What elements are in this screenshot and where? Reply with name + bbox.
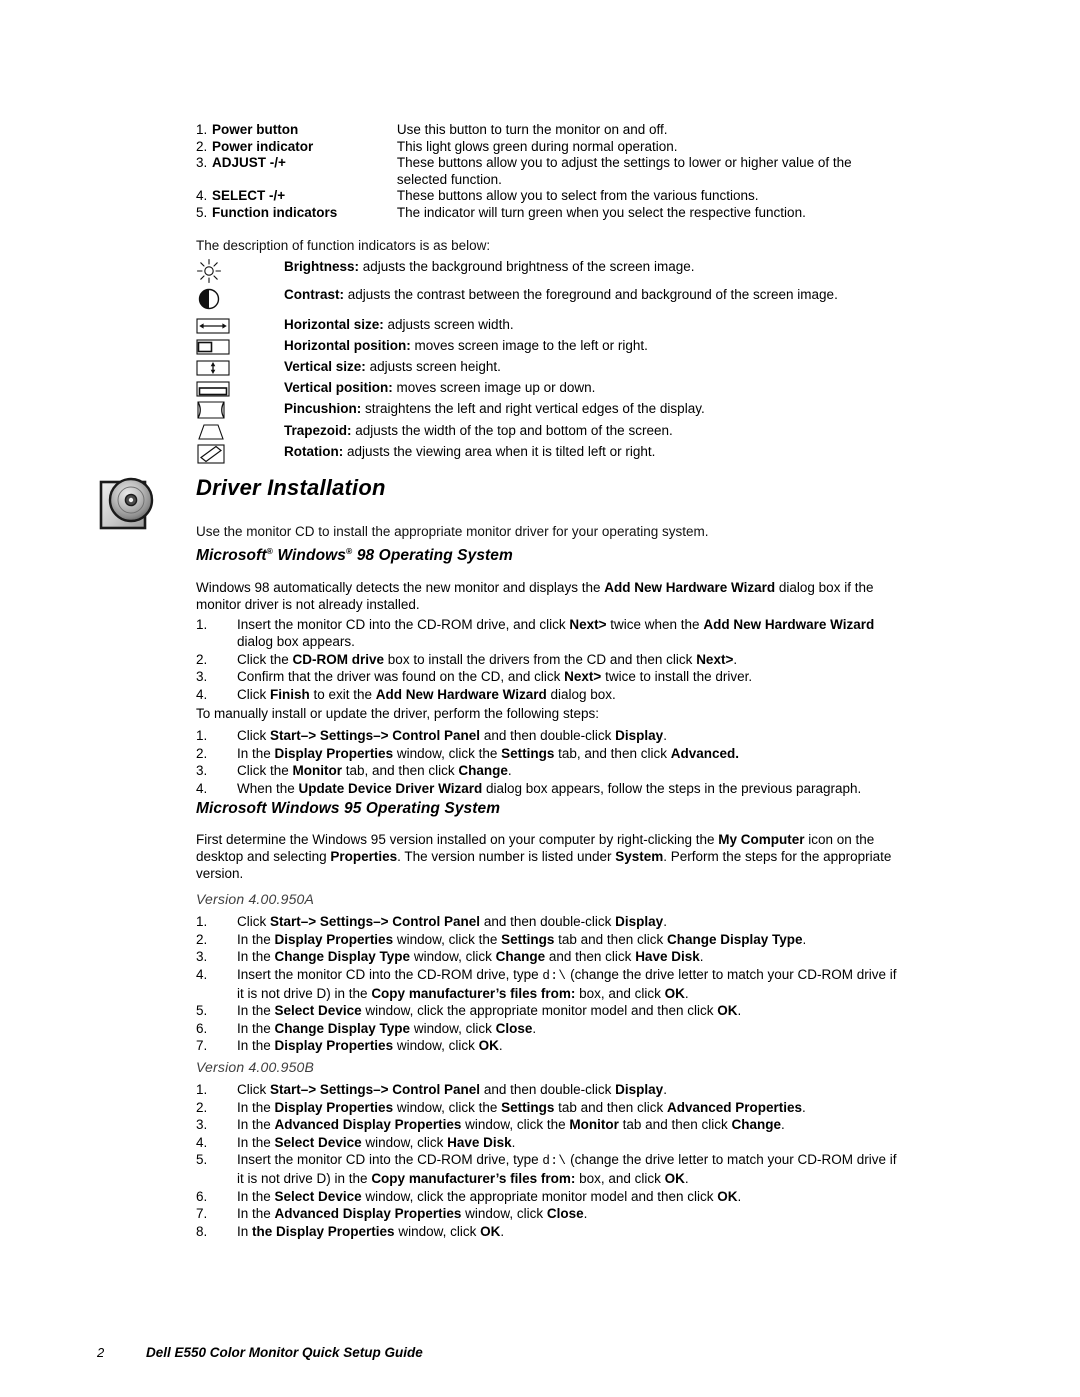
page-number: 2 — [97, 1345, 105, 1360]
contrast-icon — [196, 286, 284, 312]
win95-intro-paragraph: First determine the Windows 95 version installed on your computer by right-clicking the My Computer icon on the desktop and selecting Properties. The version number is listed under System. Perform the steps for the appropriate version. — [196, 832, 892, 881]
table-row — [196, 188, 896, 205]
driver-intro: Use the monitor CD to install the appropriate monitor driver for your operating system. — [196, 524, 709, 539]
indicator-desc: adjusts the width of the top and bottom of the screen. — [351, 423, 673, 438]
list-item: 2. In the Display Properties window, click the Settings tab and then click Change Display Type. — [196, 931, 807, 947]
control-name: ADJUST -/+ — [211, 155, 286, 171]
function-indicator-list — [196, 258, 896, 465]
win98-intro-paragraph: Windows 98 automatically detects the new monitor and displays the Add New Hardware Wizard dialog box if the monitor driver is not already installed. — [196, 580, 874, 612]
step-number: 4. — [196, 966, 208, 982]
version-heading-950b: Version 4.00.950B — [196, 1059, 315, 1075]
list-item: 2. In the Display Properties window, click the Settings tab, and then click Advanced. — [196, 745, 739, 761]
list-item-text — [284, 337, 896, 355]
list-item: 1. Insert the monitor CD into the CD-ROM drive, and click Next> twice when the Add New Hardware Wizard dialog box appears. — [196, 617, 875, 649]
list-item-text — [284, 258, 896, 276]
indicator-desc: adjusts the background brightness of the screen image. — [359, 259, 695, 274]
registered-mark-icon: ® — [266, 546, 274, 556]
table-row — [196, 155, 896, 188]
heading-text: Windows — [273, 547, 347, 565]
step-number: 2. — [196, 745, 208, 761]
win98-manual-steps-list — [196, 727, 898, 797]
list-item: 3. Confirm that the driver was found on the CD, and click Next> twice to install the driver. — [196, 669, 753, 684]
page-footer — [97, 1345, 997, 1365]
win95-950a-steps-list — [196, 913, 898, 1055]
vertical-position-icon — [196, 379, 284, 399]
list-item: 1. Click Start–> Settings–> Control Panel and then double-click Display. — [196, 914, 667, 929]
indicator-desc: adjusts screen height. — [365, 359, 501, 374]
indicator-term: Vertical size: — [284, 359, 366, 374]
vertical-size-icon — [196, 358, 284, 378]
page-title: Driver Installation — [196, 475, 386, 500]
drive-path-text: d:\ — [542, 1154, 567, 1168]
step-number: 1. — [196, 617, 208, 632]
list-item: 6. In the Change Display Type window, click Close. — [196, 1020, 537, 1036]
step-number: 1. — [196, 914, 208, 929]
list-item: 7. In the Advanced Display Properties window, click Close. — [196, 1206, 588, 1221]
table-row — [196, 205, 896, 222]
list-item: 1. Click Start–> Settings–> Control Panel and then double-click Display. — [196, 728, 667, 743]
registered-mark-icon: ® — [346, 546, 353, 556]
indicator-term: Vertical position: — [284, 380, 393, 395]
step-number: 4. — [196, 780, 208, 796]
step-number: 8. — [196, 1223, 208, 1239]
drive-path-text: d:\ — [542, 968, 567, 983]
step-number: 7. — [196, 1206, 208, 1221]
cd-disc-icon — [97, 472, 159, 534]
control-description: The indicator will turn green when you select the respective function. — [396, 204, 806, 220]
control-number: 4. — [196, 188, 208, 204]
horizontal-size-icon — [196, 316, 284, 336]
step-number: 5. — [196, 1003, 208, 1018]
list-item: 5. Insert the monitor CD into the CD-ROM drive, type d:\ (change the drive letter to match your CD-ROM drive if it is not drive D) in the Copy manufacturer’s files from: box, and click OK. — [196, 1152, 897, 1186]
indicator-desc: moves screen image up or down. — [392, 380, 596, 395]
control-number: 5. — [196, 204, 208, 220]
control-number: 3. — [196, 155, 208, 171]
indicator-term: Brightness: — [284, 259, 360, 274]
step-number: 1. — [196, 1082, 208, 1097]
footer-title: Dell E550 Color Monitor Quick Setup Guide — [146, 1345, 423, 1360]
control-name: Function indicators — [211, 204, 338, 220]
control-name: Power button — [211, 122, 299, 137]
list-item-text — [284, 286, 896, 304]
control-description: This light glows green during normal operation. — [396, 138, 678, 154]
indicator-desc: adjusts the contrast between the foreground and background of the screen image. — [344, 287, 838, 302]
indicator-term: Rotation: — [284, 444, 344, 459]
list-item — [196, 422, 896, 443]
indicator-term: Horizontal size: — [284, 317, 384, 332]
list-item — [196, 400, 896, 422]
version-heading-950a: Version 4.00.950A — [196, 891, 315, 907]
list-item-text — [284, 379, 896, 397]
control-description: These buttons allow you to adjust the settings to lower or higher value of the selected function. — [396, 155, 852, 187]
list-item — [196, 316, 896, 337]
list-item-text — [284, 400, 896, 418]
step-number: 3. — [196, 669, 208, 684]
table-row — [196, 122, 896, 139]
indicator-desc: straightens the left and right vertical edges of the display. — [361, 401, 705, 416]
control-number: 2. — [196, 138, 208, 154]
control-description: Use this button to turn the monitor on and off. — [396, 122, 668, 137]
step-number: 3. — [196, 949, 208, 964]
list-item: 5. In the Select Device window, click the appropriate monitor model and then click OK. — [196, 1003, 742, 1018]
list-item: 3. In the Advanced Display Properties window, click the Monitor tab and then click Change. — [196, 1117, 785, 1132]
list-item — [196, 443, 896, 465]
indicator-term: Trapezoid: — [284, 423, 352, 438]
horizontal-position-icon — [196, 337, 284, 357]
step-number: 3. — [196, 1117, 208, 1132]
heading-text: 98 Operating System — [352, 547, 513, 565]
step-number: 4. — [196, 1134, 208, 1150]
indicator-desc: adjusts the viewing area when it is tilted left or right. — [343, 444, 656, 459]
control-descriptions-table — [196, 122, 896, 222]
list-item-text — [284, 422, 896, 440]
list-item: 4. Insert the monitor CD into the CD-ROM drive, type d:\ (change the drive letter to match your CD-ROM drive if it is not drive D) in the Copy manufacturer’s files from: box, and click OK. — [196, 966, 897, 1001]
rotation-icon — [196, 443, 284, 465]
list-item — [196, 379, 896, 400]
list-item: 6. In the Select Device window, click the appropriate monitor model and then click OK. — [196, 1188, 742, 1204]
indicator-desc: adjusts screen width. — [383, 317, 514, 332]
indicator-term: Horizontal position: — [284, 338, 411, 353]
step-number: 1. — [196, 728, 208, 743]
win95-950b-steps-list — [196, 1081, 898, 1240]
win98-steps-list — [196, 616, 898, 703]
list-item: 2. In the Display Properties window, click the Settings tab and then click Advanced Properties. — [196, 1099, 806, 1115]
table-row — [196, 139, 896, 156]
list-item — [196, 337, 896, 358]
list-item: 1. Click Start–> Settings–> Control Panel and then double-click Display. — [196, 1082, 667, 1097]
heading-windows-98 — [196, 546, 513, 565]
indicator-desc: moves screen image to the left or right. — [410, 338, 648, 353]
control-name: Power indicator — [211, 138, 314, 154]
list-item: 4. In the Select Device window, click Have Disk. — [196, 1134, 516, 1150]
list-item-text — [284, 358, 896, 376]
list-item-text — [284, 443, 896, 461]
step-number: 2. — [196, 931, 208, 947]
indicator-term: Pincushion: — [284, 401, 362, 416]
control-name: SELECT -/+ — [211, 188, 286, 204]
list-item: 2. Click the CD-ROM drive box to install the drivers from the CD and then click Next>. — [196, 651, 738, 667]
step-number: 2. — [196, 1099, 208, 1115]
step-number: 2. — [196, 651, 208, 667]
brightness-icon — [196, 258, 284, 284]
list-item-text — [284, 316, 896, 334]
indicator-term: Contrast: — [284, 287, 344, 302]
control-description: These buttons allow you to select from the various functions. — [396, 188, 759, 204]
heading-windows-95: Microsoft Windows 95 Operating System — [196, 800, 501, 817]
list-item — [196, 286, 896, 316]
indicators-intro: The description of function indicators is as below: — [196, 238, 491, 253]
step-number: 6. — [196, 1020, 208, 1036]
list-item — [196, 258, 896, 286]
list-item: 3. Click the Monitor tab, and then click Change. — [196, 763, 512, 778]
step-number: 3. — [196, 763, 208, 778]
pincushion-icon — [196, 400, 284, 420]
control-number: 1. — [196, 122, 208, 137]
win98-manual-intro: To manually install or update the driver, perform the following steps: — [196, 706, 599, 721]
step-number: 7. — [196, 1038, 208, 1053]
list-item: 4. When the Update Device Driver Wizard dialog box appears, follow the steps in the previous paragraph. — [196, 780, 862, 796]
heading-text: Microsoft — [196, 547, 267, 565]
trapezoid-icon — [196, 422, 284, 442]
step-number: 6. — [196, 1188, 208, 1204]
step-number: 5. — [196, 1152, 208, 1167]
list-item — [196, 358, 896, 379]
list-item: 7. In the Display Properties window, click OK. — [196, 1038, 503, 1053]
list-item: 4. Click Finish to exit the Add New Hardware Wizard dialog box. — [196, 686, 616, 702]
list-item: 3. In the Change Display Type window, click Change and then click Have Disk. — [196, 949, 704, 964]
step-number: 4. — [196, 686, 208, 702]
list-item: 8. In the Display Properties window, click OK. — [196, 1223, 505, 1239]
